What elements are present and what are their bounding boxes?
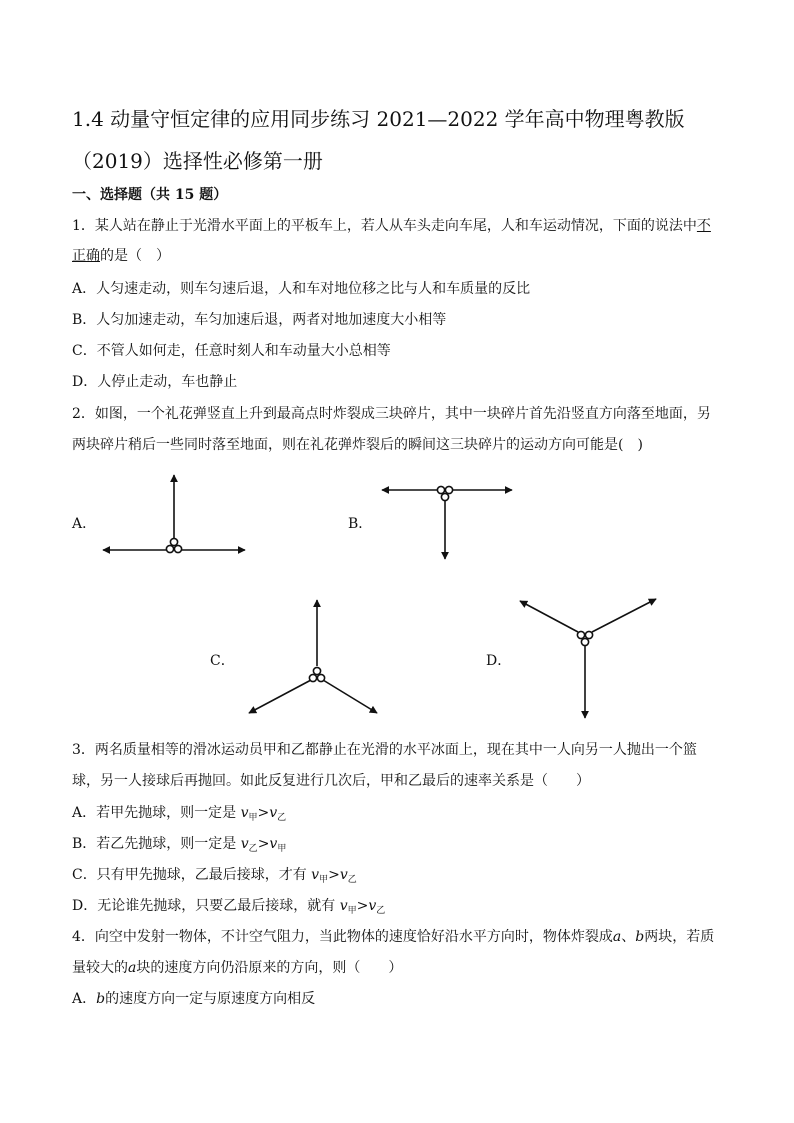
q1-option-a: A．人匀速走动，则车匀速后退，人和车对地位移之比与人和车质量的反比 bbox=[72, 281, 531, 297]
title-line-1: 1.4 动量守恒定律的应用同步练习 2021—2022 学年高中物理粤教版 bbox=[72, 107, 685, 131]
q1-option-c: C．不管人如何走，任意时刻人和车动量大小总相等 bbox=[72, 343, 391, 359]
q1-option-d: D．人停止走动，车也静止 bbox=[72, 374, 238, 390]
q2-stem-line-1: 2．如图，一个礼花弹竖直上升到最高点时炸裂成三块碎片，其中一块碎片首先沿竖直方向落至地面，另 bbox=[72, 406, 711, 422]
diagram-b-fragment-1 bbox=[437, 486, 444, 493]
diagram-c-arrow-down-left bbox=[249, 680, 311, 713]
diagram-a-fragment-3 bbox=[174, 545, 181, 552]
diagram-a-fragment-2 bbox=[166, 545, 173, 552]
diagram-d-fragment-3 bbox=[581, 638, 588, 645]
diagram-d bbox=[520, 599, 656, 718]
q2-label-a: A． bbox=[72, 516, 97, 532]
diagram-d-arrow-up-left bbox=[520, 601, 578, 632]
q4-stem-line-2: 量较大的a块的速度方向仍沿原来的方向，则（ ） bbox=[72, 960, 403, 976]
diagram-c bbox=[249, 600, 377, 713]
diagram-c-fragment-2 bbox=[309, 674, 316, 681]
q3-option-b: B．若乙先抛球，则一定是 $v_乙>v_甲$ bbox=[72, 836, 287, 854]
q1-option-b: B．人匀加速走动，车匀加速后退，两者对地加速度大小相等 bbox=[72, 312, 447, 328]
q3-stem-line-1: 3．两名质量相等的滑冰运动员甲和乙都静止在光滑的水平冰面上，现在其中一人向另一人抛出一个篮 bbox=[72, 742, 697, 758]
q4-stem-line-1: 4．向空中发射一物体，不计空气阻力，当此物体的速度恰好沿水平方向时，物体炸裂成a、b两块，若质 bbox=[72, 929, 715, 945]
q1-stem-line-2: 正确的是（ ） bbox=[72, 248, 170, 264]
q2-label-b: B． bbox=[348, 516, 373, 532]
diagram-c-fragment-3 bbox=[317, 674, 324, 681]
diagram-b-fragment-3 bbox=[441, 493, 448, 500]
q2-label-d: D． bbox=[486, 653, 512, 669]
q3-option-a: A．若甲先抛球，则一定是 $v_甲>v_乙$ bbox=[72, 805, 287, 823]
q3-option-d: D．无论谁先抛球，只要乙最后接球，就有 $v_甲>v_乙$ bbox=[72, 898, 386, 916]
diagram-c-arrow-down-right bbox=[323, 680, 377, 713]
diagram-d-fragment-2 bbox=[585, 631, 592, 638]
title-line-2: （2019）选择性必修第一册 bbox=[72, 149, 323, 173]
diagram-a bbox=[103, 475, 245, 553]
diagram-d-fragment-1 bbox=[577, 631, 584, 638]
diagram-b bbox=[382, 486, 512, 559]
q3-option-c: C．只有甲先抛球，乙最后接球，才有 $v_甲>v_乙$ bbox=[72, 867, 357, 885]
diagram-a-fragment-1 bbox=[170, 538, 177, 545]
diagram-d-arrow-up-right bbox=[592, 599, 656, 632]
q1-stem-line-1: 1．某人站在静止于光滑水平面上的平板车上，若人从车头走向车尾，人和车运动情况，下面的说法中不 bbox=[72, 218, 711, 234]
q2-stem-line-2: 两块碎片稍后一些同时落至地面，则在礼花弹炸裂后的瞬间这三块碎片的运动方向可能是( ) bbox=[72, 437, 643, 453]
q4-option-a: A．b的速度方向一定与原速度方向相反 bbox=[72, 991, 316, 1007]
q3-stem-line-2: 球，另一人接球后再抛回。如此反复进行几次后，甲和乙最后的速率关系是（ ） bbox=[72, 773, 590, 789]
diagram-b-fragment-2 bbox=[445, 486, 452, 493]
diagram-c-fragment-1 bbox=[313, 667, 320, 674]
q2-label-c: C． bbox=[210, 653, 235, 669]
section-heading: 一、选择题（共 15 题） bbox=[72, 187, 228, 203]
